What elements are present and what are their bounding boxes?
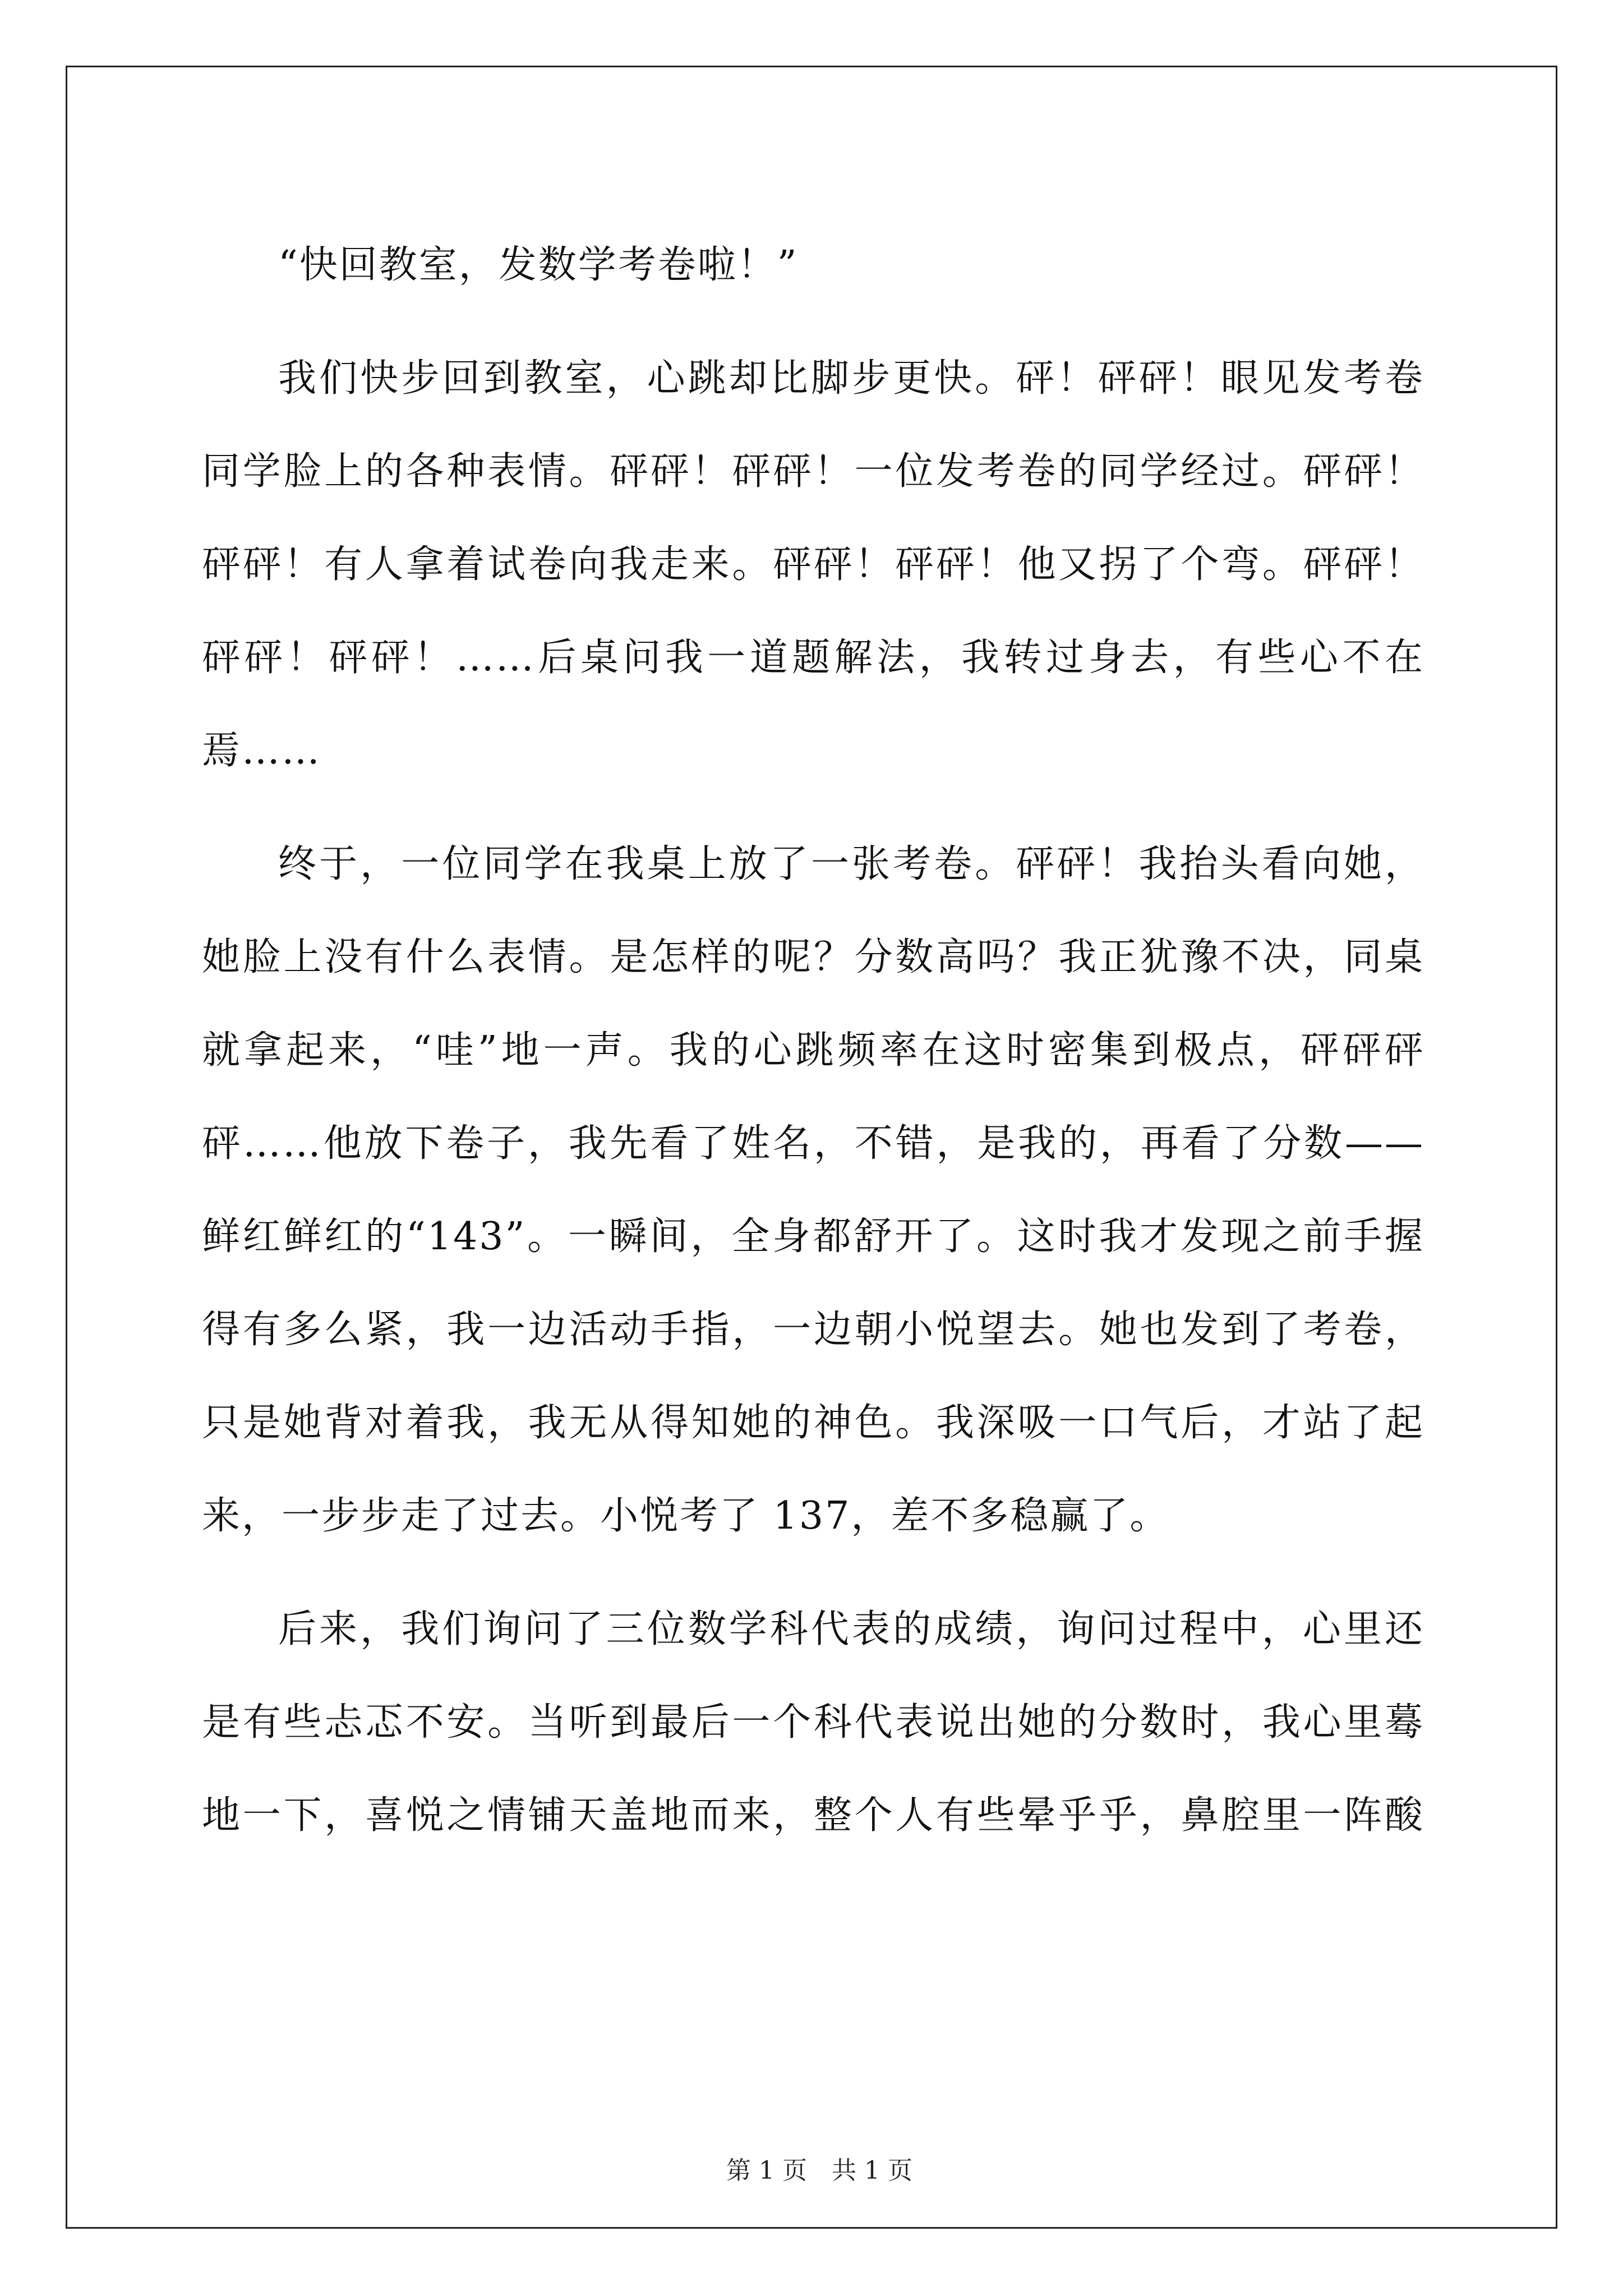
text-line: 焉…… xyxy=(202,729,322,773)
paragraph-2 xyxy=(202,332,1424,798)
text-line: 我们快步回到教室，心跳却比脚步更快。砰！砰砰！眼见发考卷 xyxy=(278,356,1424,401)
paragraph-3 xyxy=(202,818,1424,1563)
paragraph-4 xyxy=(202,1583,1424,1862)
paragraph-1 xyxy=(202,219,1424,312)
text-line: 砰砰！有人拿着试卷向我走来。砰砰！砰砰！他又拐了个弯。砰砰！ xyxy=(202,542,1424,587)
text-line: 同学脸上的各种表情。砰砰！砰砰！一位发考卷的同学经过。砰砰！ xyxy=(202,449,1424,494)
text-line: 砰砰！砰砰！……后桌问我一道题解法，我转过身去，有些心不在 xyxy=(202,636,1424,680)
text-line: 只是她背对着我，我无从得知她的神色。我深吸一口气后，才站了起 xyxy=(202,1401,1424,1445)
page-footer xyxy=(0,2120,1623,2188)
document-body xyxy=(202,219,1424,1862)
text-line: 后来，我们询问了三位数学科代表的成绩，询问过程中，心里还 xyxy=(278,1607,1424,1651)
text-line: 得有多么紧，我一边活动手指，一边朝小悦望去。她也发到了考卷， xyxy=(202,1308,1424,1352)
text-line: 地一下，喜悦之情铺天盖地而来，整个人有些晕乎乎，鼻腔里一阵酸 xyxy=(202,1793,1424,1838)
text-line: 是有些忐忑不安。当听到最后一个科代表说出她的分数时，我心里蓦 xyxy=(202,1700,1424,1745)
text-line: 鲜红鲜红的“143”。一瞬间，全身都舒开了。这时我才发现之前手握 xyxy=(202,1214,1424,1259)
text-line: 她脸上没有什么表情。是怎样的呢？分数高吗？我正犹豫不决，同桌 xyxy=(202,935,1424,979)
text-line: 砰……他放下卷子，我先看了姓名，不错，是我的，再看了分数—— xyxy=(202,1121,1424,1166)
text-line: 来，一步步走了过去。小悦考了 137，差不多稳赢了。 xyxy=(202,1494,1170,1538)
text-line: 终于，一位同学在我桌上放了一张考卷。砰砰！我抬头看向她， xyxy=(278,842,1424,886)
text-line: “快回教室，发数学考卷啦！” xyxy=(278,243,799,287)
text-line: 就拿起来，“哇”地一声。我的心跳频率在这时密集到极点，砰砰砰 xyxy=(202,1028,1424,1073)
page-number-label: 第 1 页 共 1 页 xyxy=(726,2156,912,2185)
